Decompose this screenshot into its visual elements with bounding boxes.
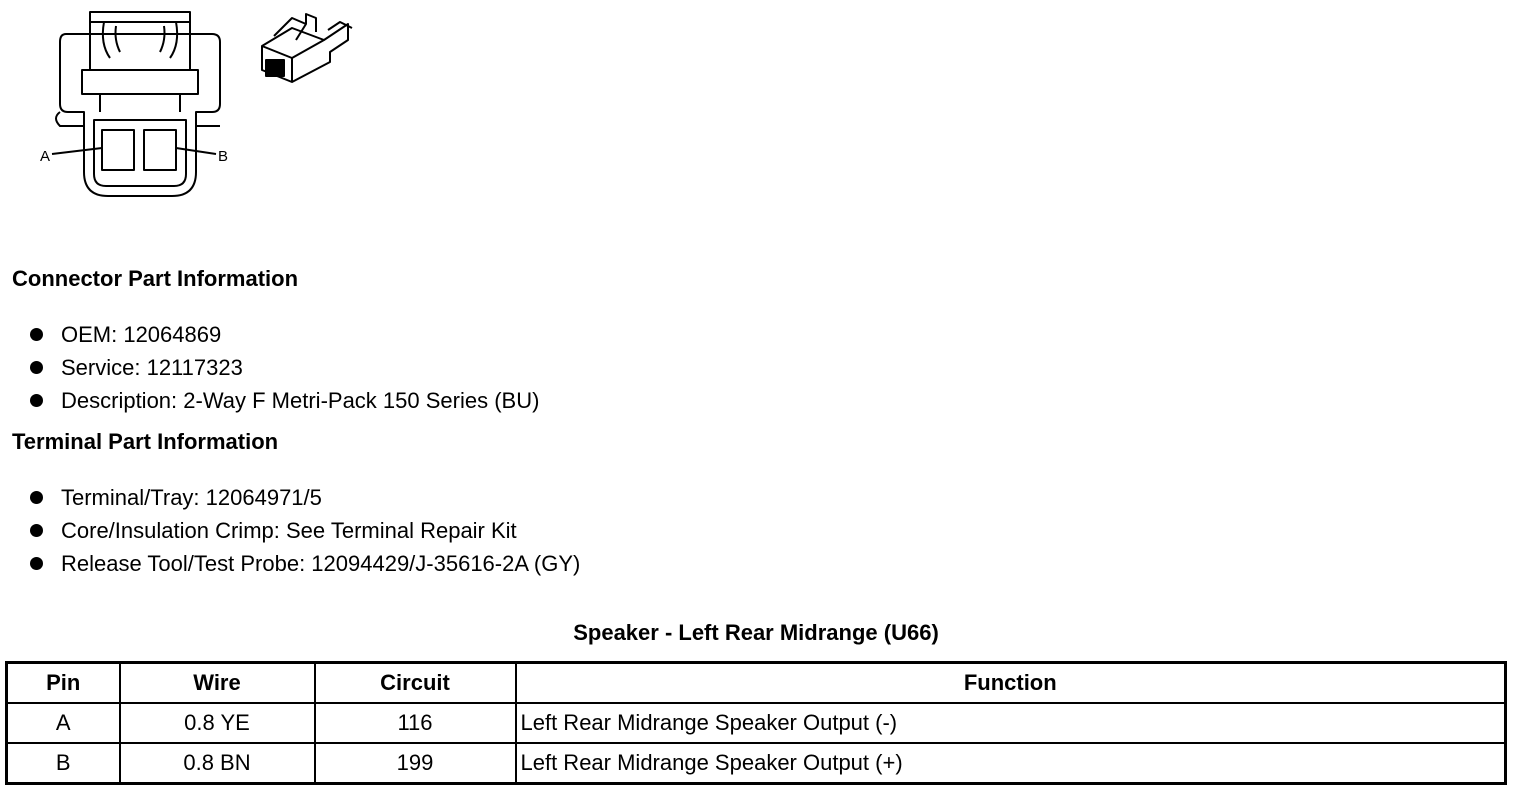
cavity-a [102, 130, 134, 170]
bullet-icon [30, 361, 43, 374]
pin-label-b: B [218, 148, 229, 165]
bullet-icon [30, 394, 43, 407]
cell-wire: 0.8 YE [120, 703, 315, 743]
cell-pin: A [7, 703, 120, 743]
cell-circuit: 116 [315, 703, 516, 743]
cell-pin: B [7, 743, 120, 784]
connector-diagram [30, 0, 370, 205]
list-item: Description: 2-Way F Metri-Pack 150 Series (BU) [30, 384, 539, 417]
table-title: Speaker - Left Rear Midrange (U66) [573, 620, 939, 645]
connector-latch [90, 12, 190, 70]
terminal-part-info-list [30, 481, 580, 580]
pin-label-a: A [40, 148, 51, 165]
list-item: Core/Insulation Crimp: See Terminal Repair Kit [30, 514, 580, 547]
list-item: Release Tool/Test Probe: 12094429/J-35616-2A (GY) [30, 547, 580, 580]
connector-part-info-title: Connector Part Information [12, 266, 299, 291]
list-item: OEM: 12064869 [30, 318, 539, 351]
header-circuit: Circuit [315, 663, 516, 704]
list-item: Service: 12117323 [30, 351, 539, 384]
cell-circuit: 199 [315, 743, 516, 784]
connector-housing-outline [60, 34, 220, 196]
bullet-icon [30, 557, 43, 570]
connector-isometric-view [262, 14, 352, 82]
table-row [7, 703, 1506, 743]
connector-shoulder [82, 70, 198, 94]
cell-wire: 0.8 BN [120, 743, 315, 784]
table-header-row [7, 663, 1506, 704]
cell-function: Left Rear Midrange Speaker Output (-) [516, 703, 1506, 743]
terminal-part-info-title: Terminal Part Information [12, 429, 279, 454]
list-item: Terminal/Tray: 12064971/5 [30, 481, 580, 514]
cavity-b [144, 130, 176, 170]
header-function: Function [516, 663, 1506, 704]
pinout-table [5, 661, 1507, 785]
connector-part-info-list [30, 318, 539, 417]
bullet-icon [30, 524, 43, 537]
table-row [7, 743, 1506, 784]
header-wire: Wire [120, 663, 315, 704]
header-pin: Pin [7, 663, 120, 704]
cell-function: Left Rear Midrange Speaker Output (+) [516, 743, 1506, 784]
bullet-icon [30, 491, 43, 504]
bullet-icon [30, 328, 43, 341]
